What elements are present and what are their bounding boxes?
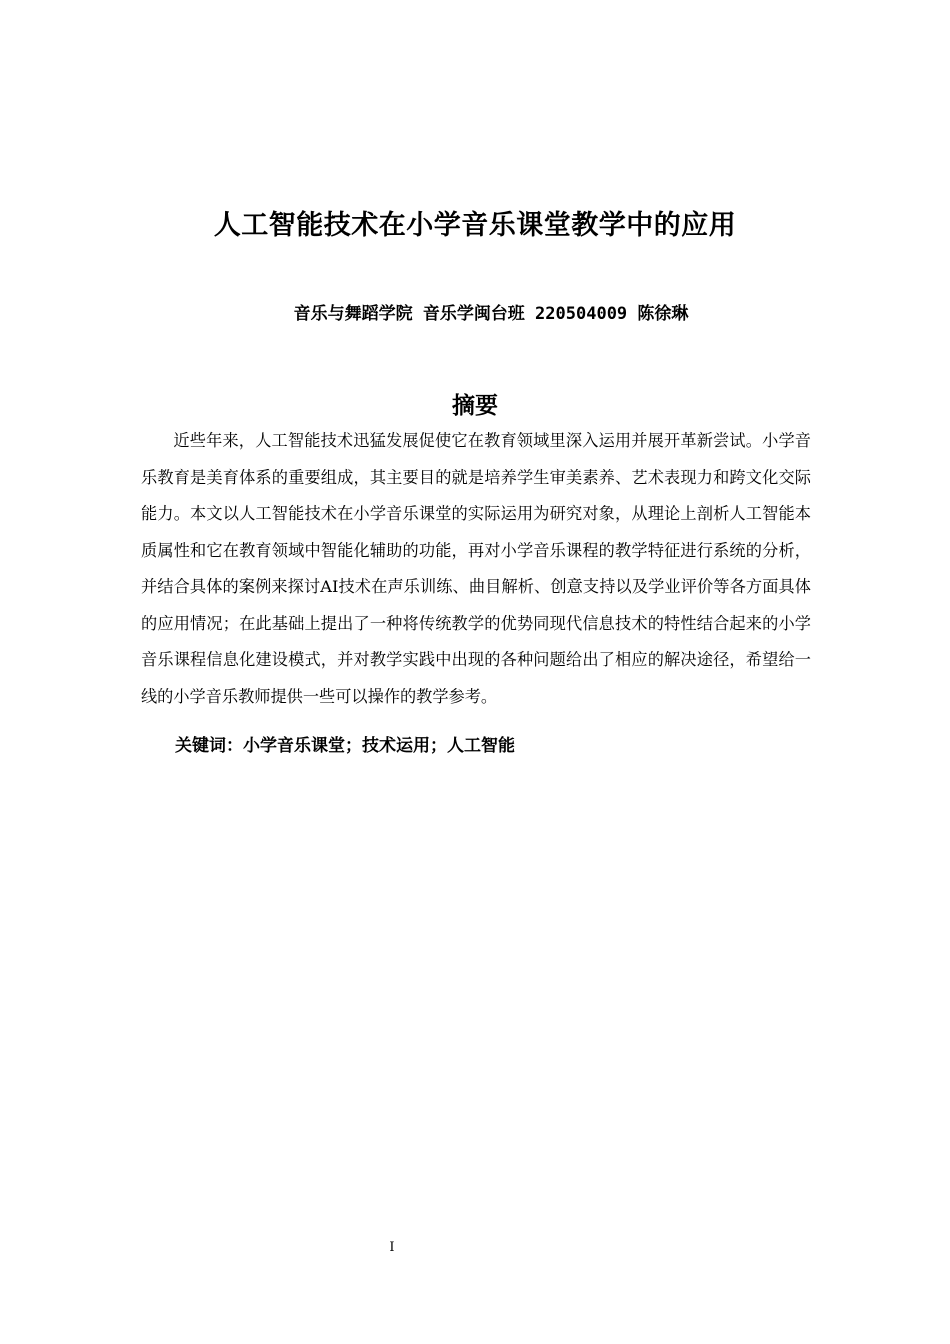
abstract-text: 近些年来，人工智能技术迅猛发展促使它在教育领域里深入运用并展开革新尝试。小学音乐教育是美育体系的重要组成，其主要目的就是培养学生审美素养、艺术表现力和跨文化交际能力。本文以人工智能技术在小学音乐课堂的实际运用为研究对象，从理论上剖析人工智能本质属性和它在教育领域中智能化辅助的功能，再对小学音乐课程的教学特征进行系统的分析，并结合具体的案例来探讨AI技术在声乐训练、曲目解析、创意支持以及学业评价等各方面具体的应用情况；在此基础上提出了一种将传统教学的优势同现代信息技术的特性结合起来的小学音乐课程信息化建设模式，并对教学实践中出现的各种问题给出了相应的解决途径，希望给一线的小学音乐教师提供一些可以操作的教学参考。 [141,431,811,706]
abstract-heading: 摘要 [452,393,498,419]
page-number: I [389,1240,395,1255]
keywords-line: 关键词：小学音乐课堂；技术运用；人工智能 [175,736,515,756]
author-line: 音乐与舞蹈学院 音乐学闽台班 220504009 陈徐琳 [293,304,689,324]
paper-title: 人工智能技术在小学音乐课堂教学中的应用 [213,210,737,241]
